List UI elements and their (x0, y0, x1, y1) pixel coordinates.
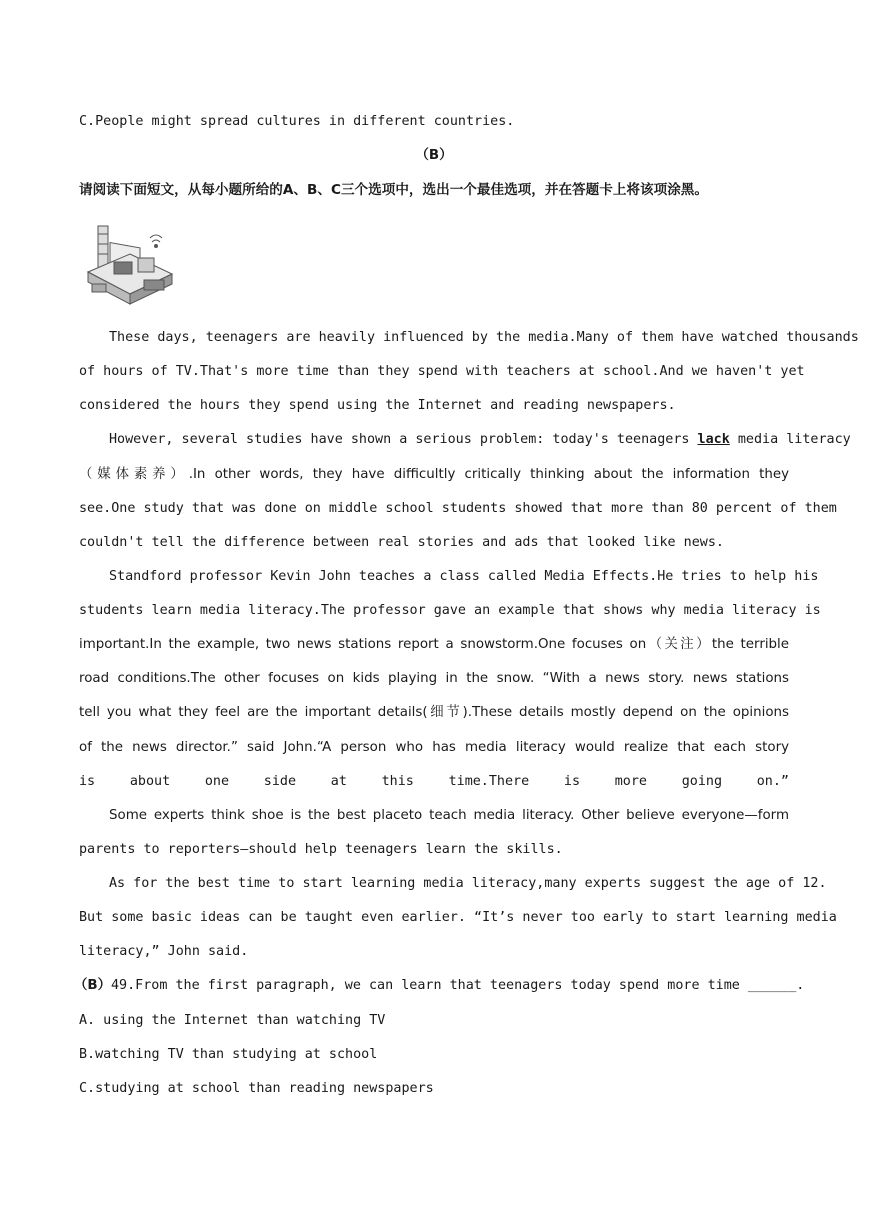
p5-line-1: As for the best time to start learning media literacy,many experts suggest the age of 12. (109, 876, 827, 891)
p4-line-1: Some experts think shoe is the best placeto teach media literacy. Other believe everyone—form (109, 808, 789, 823)
p3-line-5: tell you what they feel are the important details(细节).These details mostly depend on the opinions (79, 705, 789, 720)
option-a: A. using the Internet than watching TV (79, 1013, 386, 1028)
p2-line-1 (109, 430, 851, 450)
p3-line-1: Standford professor Kevin John teaches a class called Media Effects.He tries to help his (109, 569, 819, 584)
p3-line-3: important.In the example, two news stations report a snowstorm.One focuses on（关注）the terrible (79, 637, 789, 652)
section-instruction: 请阅读下面短文，从每小题所给的A、B、C三个选项中，选出一个最佳选项，并在答题卡上将该项涂黑。 (79, 182, 708, 198)
p1-line-1: These days, teenagers are heavily influenced by the media.Many of them have watched thousands (109, 330, 859, 345)
p1-line-2: of hours of TV.That's more time than they spend with teachers at school.And we haven't yet (79, 364, 805, 379)
p5-line-2: But some basic ideas can be taught even earlier. “It’s never too early to start learning media (79, 910, 837, 925)
section-title: （B） (415, 148, 453, 163)
p2-line-1-post: media literacy (729, 432, 851, 447)
p4-line-2: parents to reporters—should help teenagers learn the skills. (79, 842, 563, 857)
question-49 (74, 976, 805, 996)
p3-line-2: students learn media literacy.The professor gave an example that shows why media literacy is (79, 603, 821, 618)
p2-line-4: couldn't tell the difference between real stories and ads that looked like news. (79, 535, 724, 550)
p3-line-6: of the news director.” said John.“A person who has media literacy would realize that each story (79, 740, 789, 755)
p2-line-3: see.One study that was done on middle school students showed that more than 80 percent of them (79, 501, 837, 516)
p5-line-3: literacy,” John said. (79, 944, 249, 959)
p3-line-4: road conditions.The other focuses on kids playing in the snow. “With a news story. news stations (79, 671, 789, 686)
p2-line-2: （媒体素养）.In other words, they have difficultly critically thinking about the information they (79, 467, 789, 482)
p3-line-7: is about one side at this time.There is more going on.” (79, 774, 789, 789)
answer-mark: （B） (74, 978, 111, 993)
option-c: C.studying at school than reading newspapers (79, 1081, 434, 1096)
option-b: B.watching TV than studying at school (79, 1047, 378, 1062)
p1-line-3: considered the hours they spend using the Internet and reading newspapers. (79, 398, 676, 413)
media-illustration-icon (84, 224, 176, 314)
underlined-word-lack: lack (697, 432, 730, 447)
question-text: 49.From the first paragraph, we can learn that teenagers today spend more time ______. (111, 978, 805, 993)
previous-option-c: C.People might spread cultures in different countries. (79, 114, 515, 129)
p2-line-1-pre: However, several studies have shown a serious problem: today's teenagers (109, 432, 698, 447)
